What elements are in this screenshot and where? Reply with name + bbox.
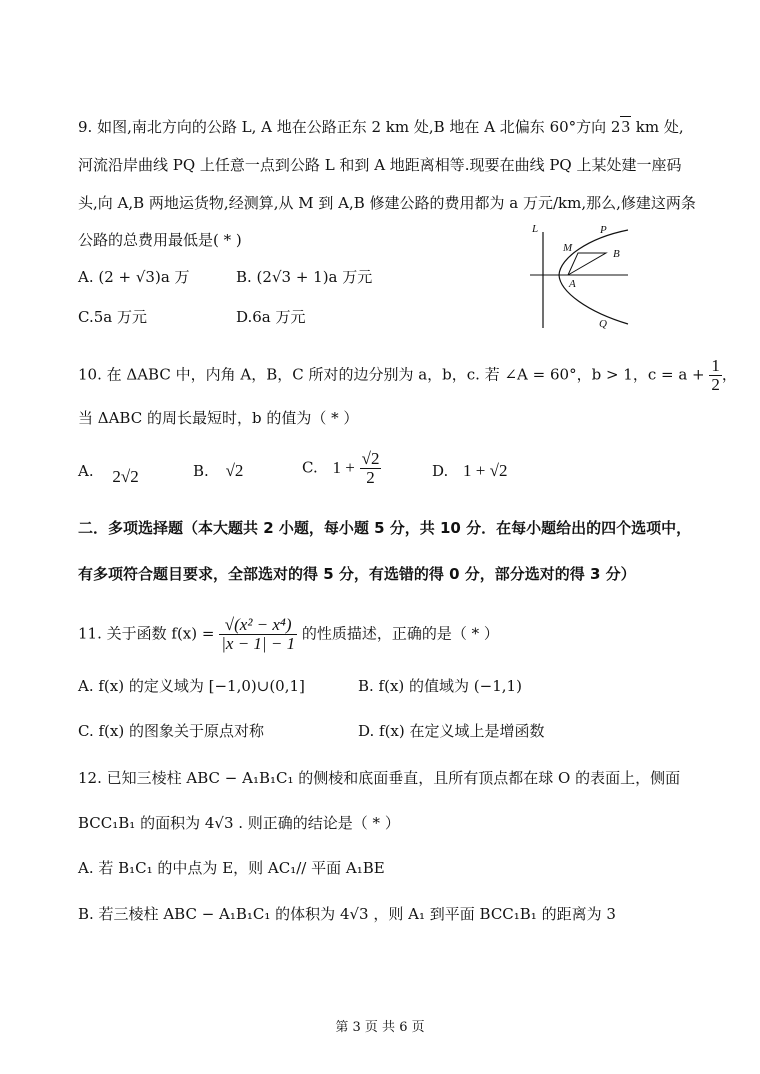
q9-option-c: C.5a 万元 [78,308,147,326]
figure-label-p: P [600,224,607,236]
figure-label-l: L [532,223,539,235]
q10-option-b-value: √2 [225,461,244,480]
q11-suffix: 的性质描述，正确的是（ * ） [301,624,499,643]
q10-line-2: 当 ΔABC 的周长最短时，b 的值为（ * ） [78,409,359,427]
q9-option-b: B. (2√3 + 1)a 万元 [236,268,373,286]
q10-option-a-label: A. [78,462,94,480]
q11-fraction-den: |x − 1| − 1 [221,634,296,653]
figure-label-m: M [563,242,573,254]
q10-option-c-pre: 1 + [332,457,355,477]
q10-fraction-den: 2 [711,375,720,394]
section-2-header-line-2: 有多项符合题目要求，全部选对的得 5 分，有选错的得 0 分，部分选对的得 3 分） [78,565,636,583]
figure-label-a: A [569,278,576,290]
q9-option-d: D.6a 万元 [236,308,306,326]
q11-line-1 [78,616,499,653]
q12-option-a: A. 若 B₁C₁ 的中点为 E，则 AC₁// 平面 A₁BE [78,859,385,877]
q10-option-b-label: B. [193,462,209,480]
q11-option-d: D. f(x) 在定义域上是增函数 [358,722,545,740]
q9-option-a: A. (2 + √3)a 万 [78,268,190,286]
q10-option-c-label: C. [302,458,318,477]
q11-option-b: B. f(x) 的值域为 (−1,1) [358,677,522,695]
q11-fraction-num: √(x² − x⁴) [219,616,297,635]
q9-line-1-text: 9. 如图,南北方向的公路 L, A 地在公路正东 2 km 处,B 地在 A 北偏东 60°方向 2 [78,118,621,136]
q10-option-c [302,450,381,487]
q10-option-c-fraction [360,450,382,487]
q10-line-1 [78,357,737,394]
q9-line-2: 河流沿岸曲线 PQ 上任意一点到公路 L 和到 A 地距离相等.现要在曲线 PQ 上某处建一座码 [78,156,682,174]
q10-fraction [709,357,722,394]
path-m-a-b [568,253,606,275]
q10-line-1-text: 10. 在 ΔABC 中，内角 A，B，C 所对的边分别为 a，b，c. 若 ∠A = 60°，b > 1，c = a + [78,365,705,384]
q11-fraction [219,616,297,653]
section-2-header-line-1: 二．多项选择题（本大题共 2 小题，每小题 5 分，共 10 分．在每小题给出的四个选项中， [78,519,692,537]
q10-option-a-value: 2√2 [112,467,139,486]
q10-option-c-num: √2 [361,449,380,468]
q11-prefix: 11. 关于函数 f(x) = [78,624,215,643]
q9-line-3: 头,向 A,B 两地运货物,经测算,从 M 到 A,B 修建公路的费用都为 a 万元/km,那么,修建这两条 [78,194,696,212]
q10-option-d [432,460,507,482]
q9-line-4: 公路的总费用最低是( * ) [78,231,242,249]
q11-option-c: C. f(x) 的图象关于原点对称 [78,722,264,740]
figure-label-q: Q [599,318,607,330]
figure-label-b: B [613,248,620,260]
q10-line-1-end: ， [721,365,737,384]
q10-option-a [78,460,139,486]
q10-option-c-den: 2 [366,468,375,487]
q9-line-1 [78,116,684,138]
q9-line-1-end: km 处, [630,118,684,136]
page-footer: 第 3 页 共 6 页 [335,1020,425,1035]
q9-sqrt-value: 3 [621,117,630,136]
q12-line-2: BCC₁B₁ 的面积为 4√3 . 则正确的结论是（ * ） [78,814,400,832]
q10-fraction-num: 1 [711,356,720,375]
q10-option-b [193,460,243,482]
q10-option-d-value: 1 + √2 [463,461,508,480]
q11-option-a: A. f(x) 的定义域为 [−1,0)∪(0,1] [78,677,305,695]
q9-figure [520,220,640,335]
q12-line-1: 12. 已知三棱柱 ABC − A₁B₁C₁ 的侧棱和底面垂直，且所有顶点都在球 O 的表面上，侧面 [78,769,681,787]
q10-option-d-label: D. [432,462,449,480]
q12-option-b: B. 若三棱柱 ABC − A₁B₁C₁ 的体积为 4√3 ，则 A₁ 到平面 BCC₁B₁ 的距离为 3 [78,905,616,923]
